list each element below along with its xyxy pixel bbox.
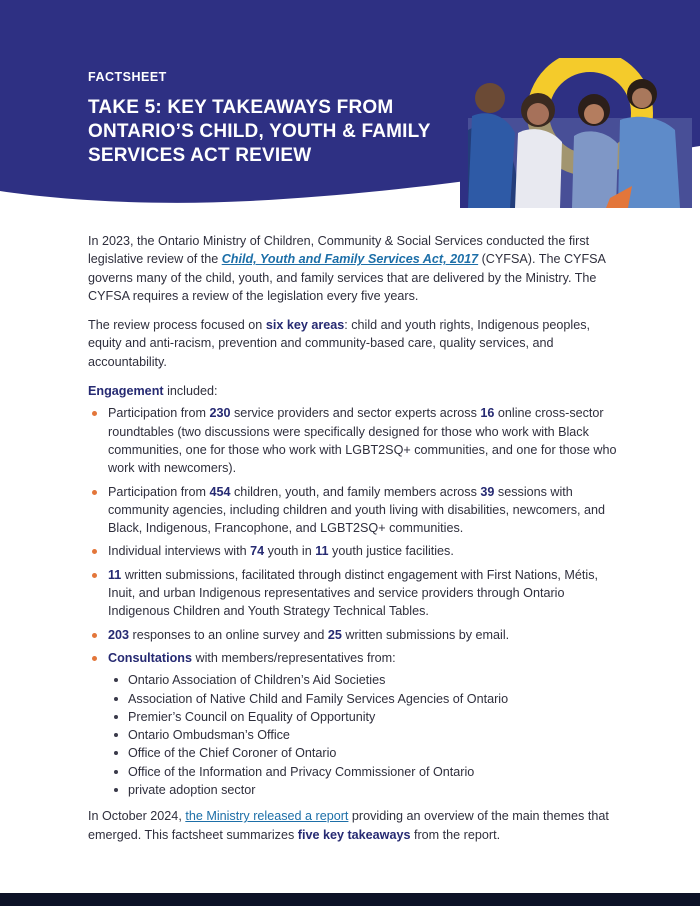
list-item: 203 responses to an online survey and 25 written submissions by email.	[88, 626, 623, 644]
list-item: Participation from 230 service providers and sector experts across 16 online cross-sector roundtables (two discussions were specifically designed for those who work with Black communities, one for those who work with LGBT2SQ+ communities, and one for those who work with newcomers).	[88, 404, 623, 477]
cyfsa-act-link[interactable]: Child, Youth and Family Services Act, 2017	[221, 252, 479, 267]
list-item: Ontario Association of Children’s Aid Societies	[112, 671, 623, 689]
footer-bar	[0, 893, 700, 906]
list-item: 11 written submissions, facilitated through distinct engagement with First Nations, Métis, Inuit, and urban Indigenous representatives and service providers through Ontario Indigenous Children and Youth Strategy Technical Tables.	[88, 566, 623, 621]
page-title: TAKE 5: KEY TAKEAWAYS FROM ONTARIO’S CHILD, YOUTH & FAMILY SERVICES ACT REVIEW	[88, 97, 431, 166]
list-item: Consultations with members/representatives from: Ontario Association of Children’s Aid Societies Association of Native Child and Family Services Agencies of Ontario Premier’s Council on Equality of Opportunity Ontario Ombudsman’s Office Office of the Chief Coroner of Ontario Office of the Information and Privacy Commissioner of Ontario private adoption sector	[88, 649, 623, 799]
header-text	[88, 70, 458, 168]
list-item: private adoption sector	[112, 781, 623, 799]
engagement-heading: Engagement included:	[88, 384, 218, 399]
factsheet-label: FACTSHEET	[88, 70, 167, 84]
list-item: Premier’s Council on Equality of Opportunity	[112, 708, 623, 726]
list-item: Office of the Chief Coroner of Ontario	[112, 744, 623, 762]
engagement-list	[88, 404, 623, 799]
consultations-list	[112, 671, 623, 799]
intro-paragraph-2: The review process focused on six key areas: child and youth rights, Indigenous peoples, equity and anti-racism, prevention and community-based care, quality services, and accountability.	[88, 318, 590, 369]
main-content	[88, 232, 623, 855]
intro-paragraph-1: In 2023, the Ontario Ministry of Children, Community & Social Services conducted the first legislative review of the Child, Youth and Family Services Act, 2017 (CYFSA). The CYFSA governs many of the child, youth, and family services that are delivered by the Ministry. The CYFSA requires a review of the legislation every five years.	[88, 234, 606, 303]
list-item: Office of the Information and Privacy Commissioner of Ontario	[112, 763, 623, 781]
list-item: Association of Native Child and Family Services Agencies of Ontario	[112, 690, 623, 708]
header-photo	[460, 58, 692, 208]
list-item: Individual interviews with 74 youth in 11 youth justice facilities.	[88, 542, 623, 560]
closing-paragraph: In October 2024, the Ministry released a report providing an overview of the main themes that emerged. This factsheet summarizes five key takeaways from the report.	[88, 809, 609, 842]
list-item: Participation from 454 children, youth, and family members across 39 sessions with community agencies, including children and youth living with disabilities, newcomers, and Black, Indigenous, Francophone, and LGBT2SQ+ communities.	[88, 483, 623, 538]
list-item: Ontario Ombudsman’s Office	[112, 726, 623, 744]
ministry-report-link[interactable]: the Ministry released a report	[185, 809, 349, 824]
